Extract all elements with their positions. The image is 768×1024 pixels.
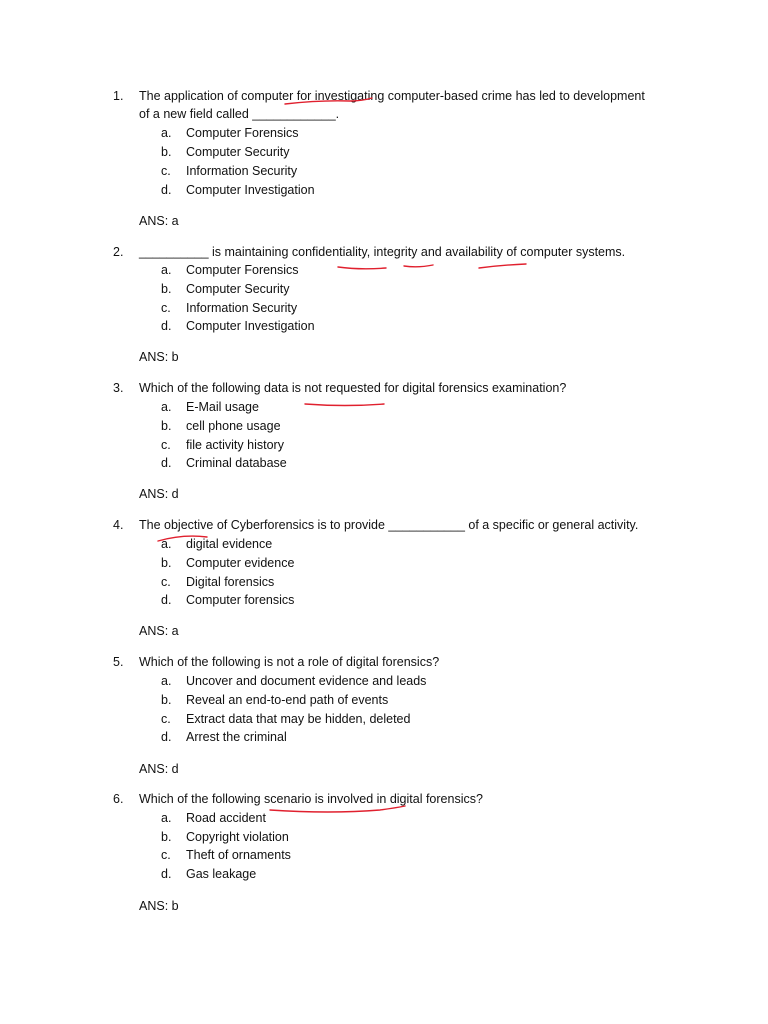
answer-key: ANS: b: [139, 899, 179, 913]
option-text: Digital forensics: [186, 575, 275, 589]
option-text: Criminal database: [186, 456, 287, 470]
question-number: 6.: [113, 792, 124, 806]
option-label: a.: [161, 400, 172, 414]
question-text: Which of the following data is not requested for digital forensics examination?: [139, 381, 567, 395]
answer-key: ANS: b: [139, 350, 179, 364]
answer-key: ANS: a: [139, 214, 179, 228]
underline-confidentiality: [338, 267, 386, 269]
option-text: Theft of ornaments: [186, 848, 291, 862]
option-label: c.: [161, 575, 171, 589]
option-text: Copyright violation: [186, 830, 289, 844]
option-label: b.: [161, 282, 172, 296]
option-label: c.: [161, 301, 171, 315]
answer-key: ANS: a: [139, 624, 179, 638]
option-label: d.: [161, 183, 172, 197]
option-text: Extract data that may be hidden, deleted: [186, 712, 411, 726]
option-text: Computer Forensics: [186, 126, 299, 140]
option-text: Gas leakage: [186, 867, 257, 881]
option-label: d.: [161, 456, 172, 470]
option-label: c.: [161, 438, 171, 452]
option-label: d.: [161, 867, 172, 881]
question-text: of a new field called ____________.: [139, 107, 340, 121]
option-label: b.: [161, 693, 172, 707]
option-text: Information Security: [186, 301, 298, 315]
question-number: 3.: [113, 381, 124, 395]
option-label: b.: [161, 556, 172, 570]
option-label: a.: [161, 537, 172, 551]
option-text: Uncover and document evidence and leads: [186, 674, 427, 688]
question-number: 1.: [113, 89, 124, 103]
option-label: c.: [161, 848, 171, 862]
option-text: Computer Forensics: [186, 263, 299, 277]
option-label: b.: [161, 830, 172, 844]
option-label: c.: [161, 164, 171, 178]
question-text: Which of the following scenario is involved in digital forensics?: [139, 792, 483, 806]
question-number: 5.: [113, 655, 124, 669]
answer-key: ANS: d: [139, 487, 179, 501]
option-text: Computer evidence: [186, 556, 295, 570]
option-label: a.: [161, 674, 172, 688]
answer-key: ANS: d: [139, 762, 179, 776]
option-text: Computer Security: [186, 282, 290, 296]
option-label: b.: [161, 145, 172, 159]
option-label: a.: [161, 126, 172, 140]
option-label: a.: [161, 263, 172, 277]
option-text: digital evidence: [186, 537, 273, 551]
option-label: d.: [161, 730, 172, 744]
underline-not-requested: [305, 404, 384, 406]
question-text: The application of computer for investigating computer-based crime has led to development: [139, 89, 645, 103]
option-text: E-Mail usage: [186, 400, 259, 414]
option-text: Information Security: [186, 164, 298, 178]
option-text: Computer Investigation: [186, 183, 315, 197]
underline-scenario-involved-in: [270, 806, 405, 812]
option-text: Computer Investigation: [186, 319, 315, 333]
question-number: 2.: [113, 245, 124, 259]
question-text: The objective of Cyberforensics is to provide ___________ of a specific or general activity.: [139, 518, 639, 532]
option-text: Computer forensics: [186, 593, 295, 607]
option-label: a.: [161, 811, 172, 825]
question-text: Which of the following is not a role of digital forensics?: [139, 655, 440, 669]
option-text: Computer Security: [186, 145, 290, 159]
option-label: c.: [161, 712, 171, 726]
option-text: cell phone usage: [186, 419, 281, 433]
question-number: 4.: [113, 518, 124, 532]
underline-availability: [479, 264, 526, 268]
underline-integrity: [404, 265, 433, 267]
option-text: Road accident: [186, 811, 266, 825]
option-label: d.: [161, 319, 172, 333]
option-label: d.: [161, 593, 172, 607]
option-text: Arrest the criminal: [186, 730, 287, 744]
option-text: Reveal an end-to-end path of events: [186, 693, 389, 707]
option-text: file activity history: [186, 438, 284, 452]
question-text: __________ is maintaining confidentiality, integrity and availability of computer systems.: [139, 245, 626, 259]
option-label: b.: [161, 419, 172, 433]
